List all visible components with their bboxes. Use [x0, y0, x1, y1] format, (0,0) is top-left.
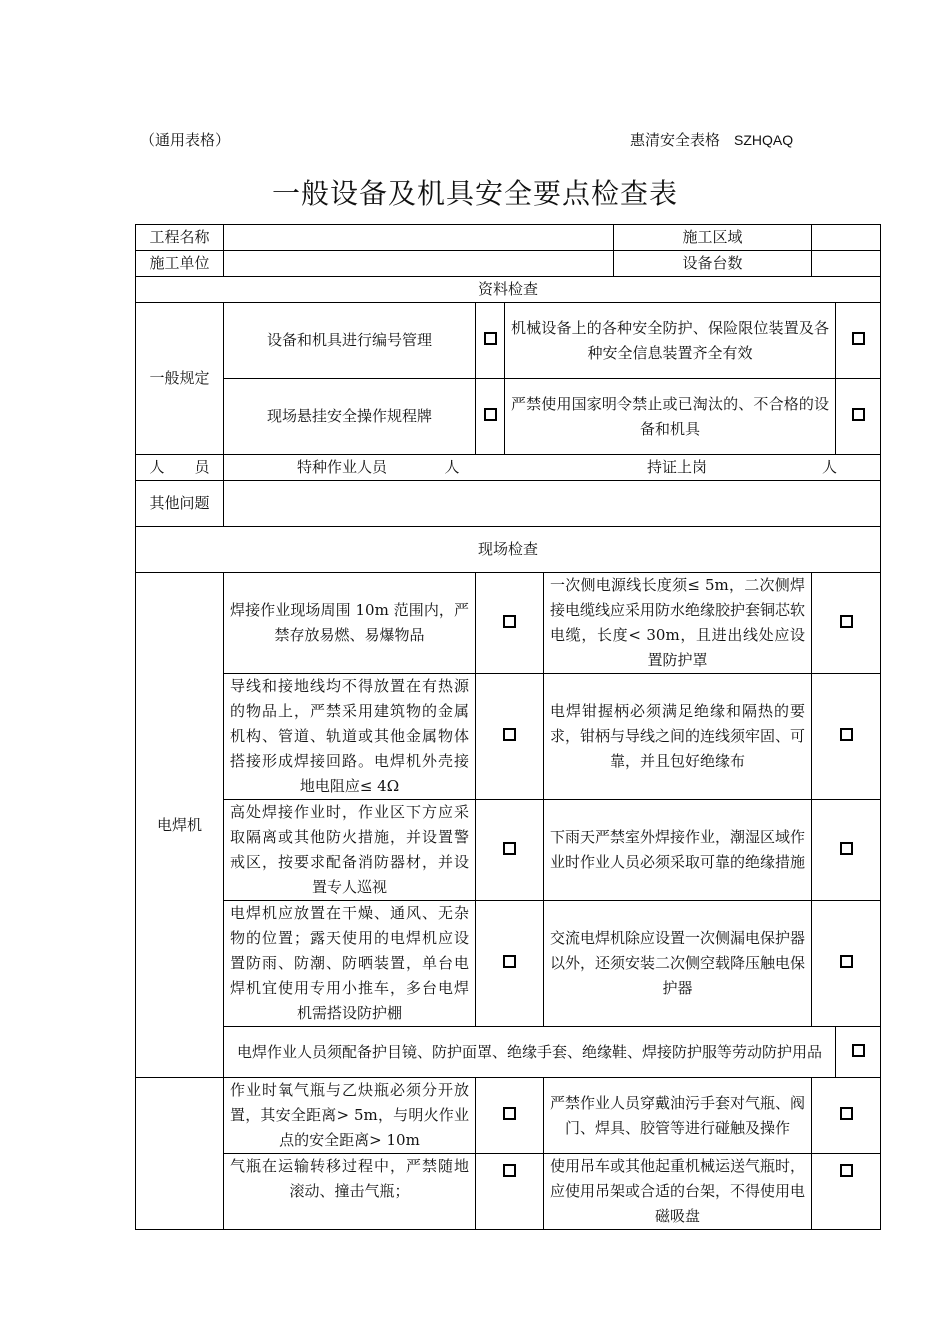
checkbox-square-icon — [852, 408, 865, 421]
table-row — [136, 251, 881, 277]
checkbox-square-icon — [840, 615, 853, 628]
table-row — [136, 481, 881, 527]
personnel-label: 人 员 — [136, 455, 224, 481]
table-row — [136, 901, 881, 1027]
other-issues-value[interactable] — [224, 481, 881, 527]
welder-label: 电焊机 — [136, 573, 224, 1078]
checkbox[interactable] — [476, 1154, 544, 1230]
check-item: 电焊作业人员须配备护目镜、防护面罩、绝缘手套、绝缘鞋、焊接防护服等劳动防护用品 — [224, 1027, 836, 1078]
checkbox[interactable] — [812, 901, 881, 1027]
checkbox[interactable] — [836, 379, 881, 455]
checkbox[interactable] — [476, 1078, 544, 1154]
check-item: 焊接作业现场周围 10m 范围内，严禁存放易燃、易爆物品 — [224, 573, 476, 674]
special-workers-label: 特种作业人员 — [297, 458, 388, 476]
checkbox-square-icon — [484, 332, 497, 345]
checkbox[interactable] — [476, 573, 544, 674]
table-row — [136, 303, 881, 379]
page-title: 一般设备及机具安全要点检查表 — [271, 177, 678, 210]
form-type-label: （通用表格） — [140, 131, 231, 149]
form-source-text: 惠清安全表格 — [630, 131, 721, 149]
table-row — [136, 277, 881, 303]
check-item: 严禁作业人员穿戴油污手套对气瓶、阀门、焊具、胶管等进行碰触及操作 — [544, 1078, 812, 1154]
checkbox[interactable] — [812, 674, 881, 800]
checkbox-square-icon — [503, 842, 516, 855]
checkbox-square-icon — [852, 1044, 865, 1057]
check-item: 下雨天严禁室外焊接作业，潮湿区域作业时作业人员必须采取可靠的绝缘措施 — [544, 800, 812, 901]
check-item: 机械设备上的各种安全防护、保险限位装置及各种安全信息装置齐全有效 — [505, 303, 836, 379]
form-code: SZHQAQ — [734, 132, 794, 148]
checkbox-square-icon — [503, 615, 516, 628]
check-item: 电焊机应放置在干燥、通风、无杂物的位置；露天使用的电焊机应设置防雨、防潮、防晒装置，单台电焊机宜使用专用小推车，多台电焊机需搭设防护棚 — [224, 901, 476, 1027]
checkbox[interactable] — [812, 1078, 881, 1154]
table-row — [136, 674, 881, 800]
checkbox-square-icon — [840, 955, 853, 968]
checkbox-square-icon — [484, 408, 497, 421]
checkbox[interactable] — [836, 1027, 881, 1078]
table-row — [136, 455, 881, 481]
checkbox[interactable] — [836, 303, 881, 379]
checkbox[interactable] — [476, 800, 544, 901]
certified-label: 持证上岗 — [647, 458, 708, 476]
document-check-title: 资料检查 — [136, 277, 881, 303]
checkbox[interactable] — [476, 379, 505, 455]
checkbox-square-icon — [840, 842, 853, 855]
checkbox[interactable] — [812, 1154, 881, 1230]
checklist-table — [135, 224, 881, 1230]
checkbox-square-icon — [840, 1164, 853, 1177]
other-issues-label: 其他问题 — [136, 481, 224, 527]
construction-area-value[interactable] — [812, 225, 881, 251]
checklist-frame — [135, 224, 880, 1225]
checkbox-square-icon — [840, 1107, 853, 1120]
project-name-value[interactable] — [224, 225, 614, 251]
checkbox[interactable] — [812, 573, 881, 674]
construction-unit-label: 施工单位 — [136, 251, 224, 277]
check-item: 气瓶在运输转移过程中，严禁随地滚动、撞击气瓶； — [224, 1154, 476, 1230]
gas-cutting-label — [136, 1078, 224, 1230]
checkbox-square-icon — [852, 332, 865, 345]
check-item: 交流电焊机除应设置一次侧漏电保护器以外，还须安装二次侧空载降压触电保护器 — [544, 901, 812, 1027]
check-item: 作业时氧气瓶与乙炔瓶必须分开放置，其安全距离> 5m，与明火作业点的安全距离> 10m — [224, 1078, 476, 1154]
construction-unit-value[interactable] — [224, 251, 614, 277]
check-item: 一次侧电源线长度须≤ 5m，二次侧焊接电缆线应采用防水绝缘胶护套铜芯软电缆，长度< 30m，且进出线处应设置防护罩 — [544, 573, 812, 674]
check-item: 电焊钳握柄必须满足绝缘和隔热的要求，钳柄与导线之间的连线须牢固、可靠，并且包好绝缘布 — [544, 674, 812, 800]
checkbox-square-icon — [840, 728, 853, 741]
site-check-title: 现场检查 — [136, 527, 881, 573]
checkbox[interactable] — [476, 674, 544, 800]
table-row — [136, 800, 881, 901]
special-workers-unit: 人 — [444, 458, 460, 476]
table-row — [136, 379, 881, 455]
checkbox-square-icon — [503, 1164, 516, 1177]
check-item: 设备和机具进行编号管理 — [224, 303, 476, 379]
checkbox[interactable] — [476, 303, 505, 379]
checkbox[interactable] — [476, 901, 544, 1027]
checkbox[interactable] — [812, 800, 881, 901]
table-row — [136, 573, 881, 674]
table-row — [136, 1027, 881, 1078]
check-item: 导线和接地线均不得放置在有热源的物品上，严禁采用建筑物的金属机构、管道、轨道或其他金属物体搭接形成焊接回路。电焊机外壳接地电阻应≤ 4Ω — [224, 674, 476, 800]
table-row — [136, 527, 881, 573]
construction-area-label: 施工区域 — [614, 225, 812, 251]
checkbox-square-icon — [503, 955, 516, 968]
check-item: 使用吊车或其他起重机械运送气瓶时，应使用吊架或合适的台架，不得使用电磁吸盘 — [544, 1154, 812, 1230]
project-name-label: 工程名称 — [136, 225, 224, 251]
general-rules-label: 一般规定 — [136, 303, 224, 455]
table-row — [136, 1078, 881, 1154]
equipment-count-value[interactable] — [812, 251, 881, 277]
table-row — [136, 225, 881, 251]
equipment-count-label: 设备台数 — [614, 251, 812, 277]
checkbox-square-icon — [503, 1107, 516, 1120]
form-source-label — [630, 129, 793, 150]
certified-unit: 人 — [822, 458, 838, 476]
check-item: 现场悬挂安全操作规程牌 — [224, 379, 476, 455]
check-item: 严禁使用国家明令禁止或已淘汰的、不合格的设备和机具 — [505, 379, 836, 455]
check-item: 高处焊接作业时，作业区下方应采取隔离或其他防火措施，并设置警戒区，按要求配备消防器材，并设置专人巡视 — [224, 800, 476, 901]
table-row — [136, 1154, 881, 1230]
checkbox-square-icon — [503, 728, 516, 741]
personnel-row — [224, 455, 881, 481]
